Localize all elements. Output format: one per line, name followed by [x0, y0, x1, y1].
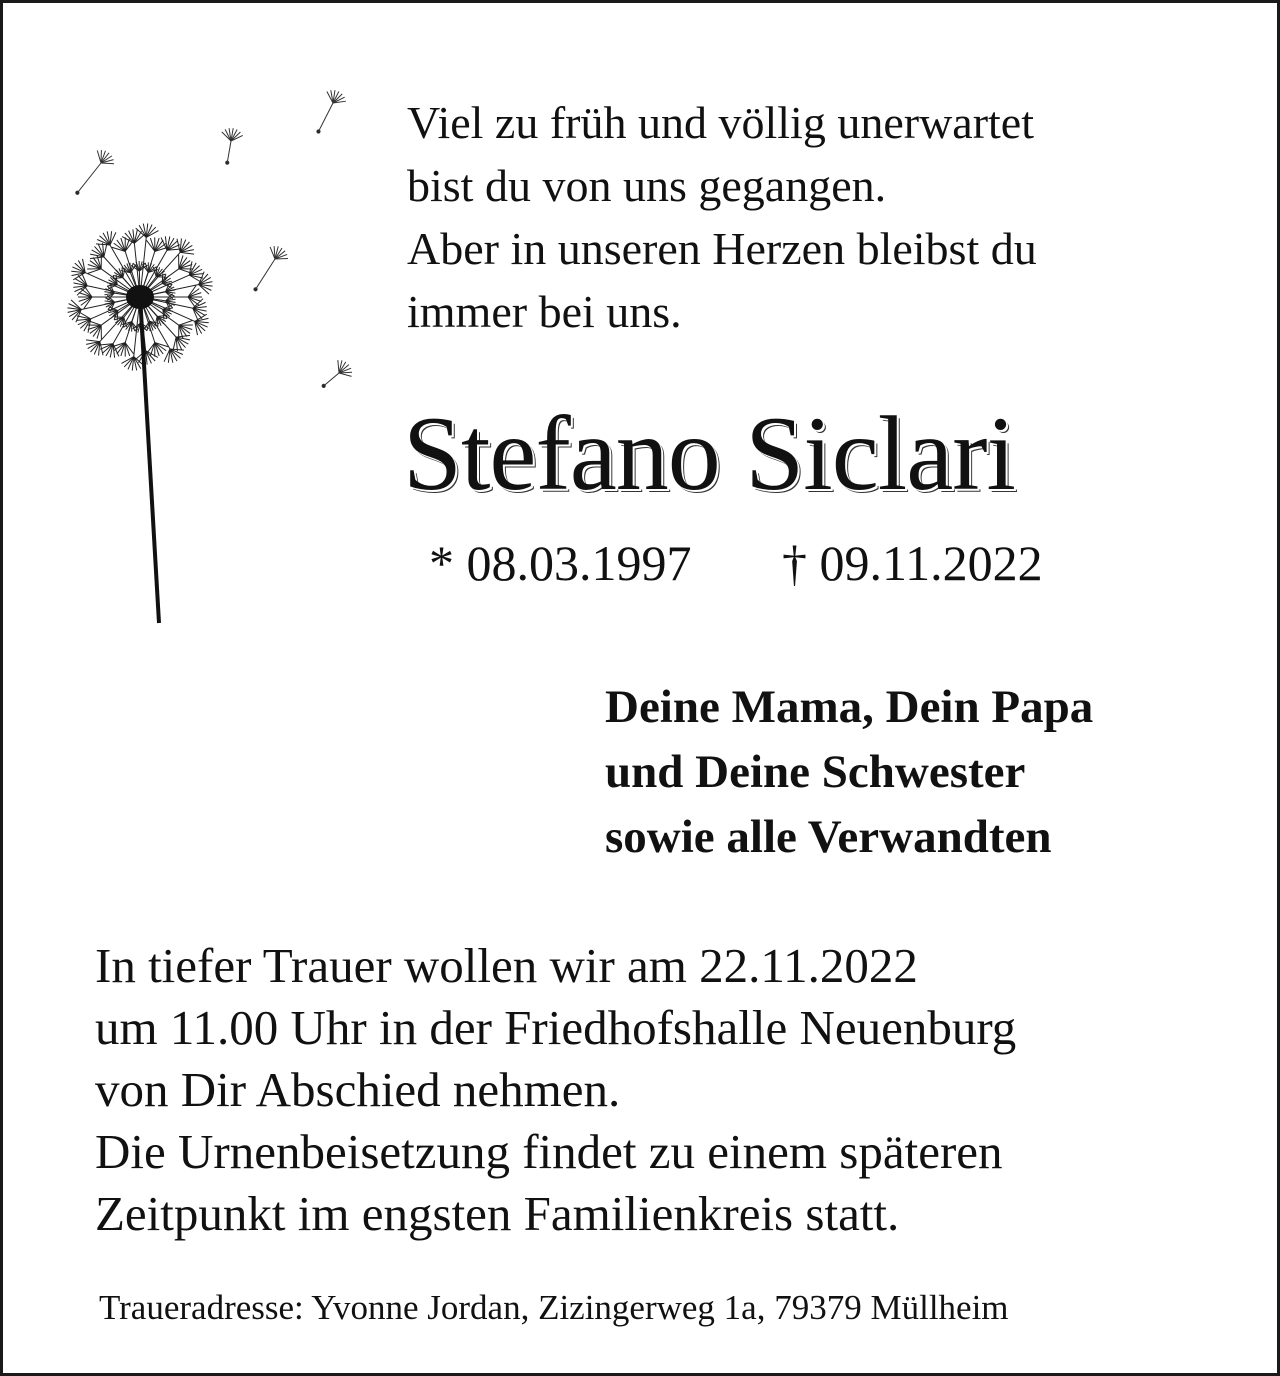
mourners: [605, 675, 1093, 870]
notice-line: In tiefer Trauer wollen wir am 22.11.2022: [95, 938, 918, 993]
poem-text: [407, 91, 1267, 343]
mourners-line: und Deine Schwester: [605, 746, 1026, 798]
mourners-line: Deine Mama, Dein Papa: [605, 681, 1094, 733]
dandelion-icon: [43, 63, 383, 643]
poem-line: Aber in unseren Herzen bleibst du: [407, 223, 1037, 274]
funeral-notice: [95, 935, 1265, 1245]
poem-line: immer bei uns.: [407, 286, 682, 337]
mourning-address: Traueradresse: Yvonne Jordan, Zizingerweg 1a, 79379 Müllheim: [99, 1288, 1009, 1327]
notice-line: Die Urnenbeisetzung findet zu einem späteren: [95, 1124, 1003, 1179]
life-dates: [429, 533, 1043, 593]
mourners-line: sowie alle Verwandten: [605, 811, 1052, 863]
deceased-name: Stefano Siclari: [403, 395, 1015, 512]
notice-line: von Dir Abschied nehmen.: [95, 1062, 621, 1117]
birth-date: * 08.03.1997: [429, 535, 692, 591]
poem-line: bist du von uns gegangen.: [407, 160, 887, 211]
notice-line: um 11.00 Uhr in der Friedhofshalle Neuenburg: [95, 1000, 1017, 1055]
poem-line: Viel zu früh und völlig unerwartet: [407, 97, 1034, 148]
notice-line: Zeitpunkt im engsten Familienkreis statt.: [95, 1186, 900, 1241]
death-date: † 09.11.2022: [782, 535, 1043, 591]
